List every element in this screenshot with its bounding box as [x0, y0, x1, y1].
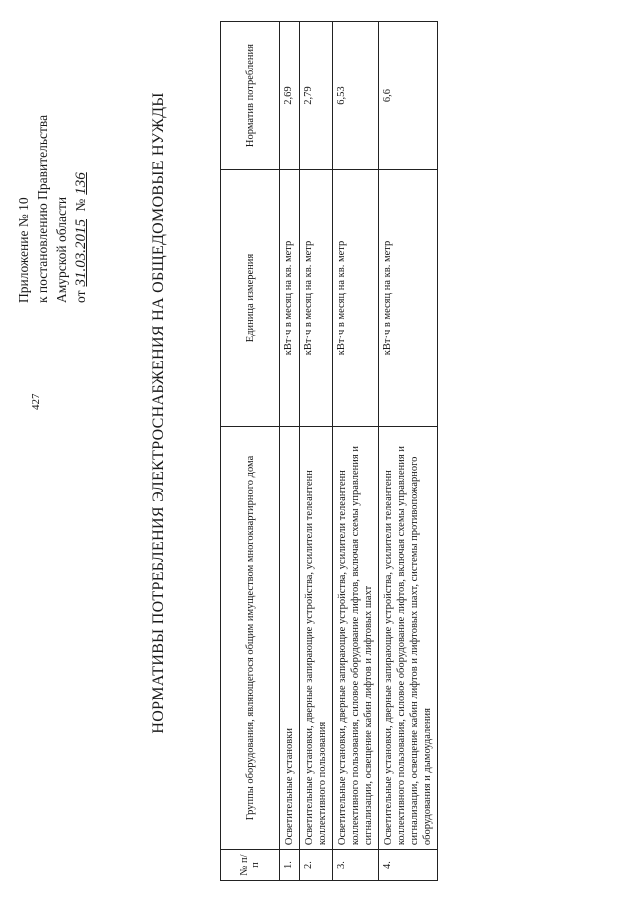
row-norm: 6,53: [333, 22, 379, 170]
approval-line-2: к постановлению Правительства: [35, 114, 50, 303]
document-title: НОРМАТИВЫ ПОТРЕБЛЕНИЯ ЭЛЕКТРОСНАБЖЕНИЯ НА ОБЩЕДОМОВЫЕ НУЖДЫ: [150, 92, 167, 734]
header-group: Группы оборудования, являющегося общим имуществом многоквартирного дома: [221, 426, 280, 849]
row-unit: кВт·ч в месяц на кв. метр: [300, 170, 333, 427]
approval-line-3: Амурской области: [54, 196, 69, 303]
row-group: Осветительные установки, дверные запирающие устройства, усилители телеантенн коллективного пользования, силовое оборудование лифтов, включая схемы управления и сигнализации, освещение кабин лифтов и лифтовых шахт, системы противопожарного оборудования и дымоудаления: [379, 426, 438, 849]
row-norm: 6,6: [379, 22, 438, 170]
header-unit: Единица измерения: [221, 170, 280, 427]
row-norm: 2,79: [300, 22, 333, 170]
approval-date: 31.03.2015: [73, 219, 89, 287]
approval-number: 136: [73, 172, 89, 195]
row-group: Осветительные установки, дверные запирающие устройства, усилители телеантенн коллективного пользования, силовое оборудование лифтов, включая схемы управления и сигнализации, освещение кабин лифтов и лифтовых шахт: [333, 426, 379, 849]
table-row: [379, 22, 438, 881]
table-row: [333, 22, 379, 881]
table-header-row: [221, 22, 280, 881]
row-group: Осветительные установки: [280, 426, 300, 849]
row-unit: кВт·ч в месяц на кв. метр: [379, 170, 438, 427]
row-num: 3.: [333, 850, 379, 881]
table-row: [300, 22, 333, 881]
row-unit: кВт·ч в месяц на кв. метр: [280, 170, 300, 427]
row-group: Осветительные установки, дверные запирающие устройства, усилители телеантенн коллективного пользования: [300, 426, 333, 849]
row-num: 1.: [280, 850, 300, 881]
norms-table: [220, 21, 438, 881]
header-norm: Норматив потребления: [221, 22, 280, 170]
header-num: № п/п: [221, 850, 280, 881]
row-num: 4.: [379, 850, 438, 881]
row-unit: кВт·ч в месяц на кв. метр: [333, 170, 379, 427]
table-row: [280, 22, 300, 881]
approval-date-line: [71, 33, 91, 303]
page-number: 427: [30, 393, 42, 410]
row-norm: 2,69: [280, 22, 300, 170]
document-sheet: [10, 13, 590, 893]
approval-block: [14, 33, 91, 303]
approval-line-1: Приложение № 10: [16, 197, 31, 303]
date-prefix: от: [73, 290, 88, 303]
number-prefix: №: [73, 198, 88, 212]
row-num: 2.: [300, 850, 333, 881]
